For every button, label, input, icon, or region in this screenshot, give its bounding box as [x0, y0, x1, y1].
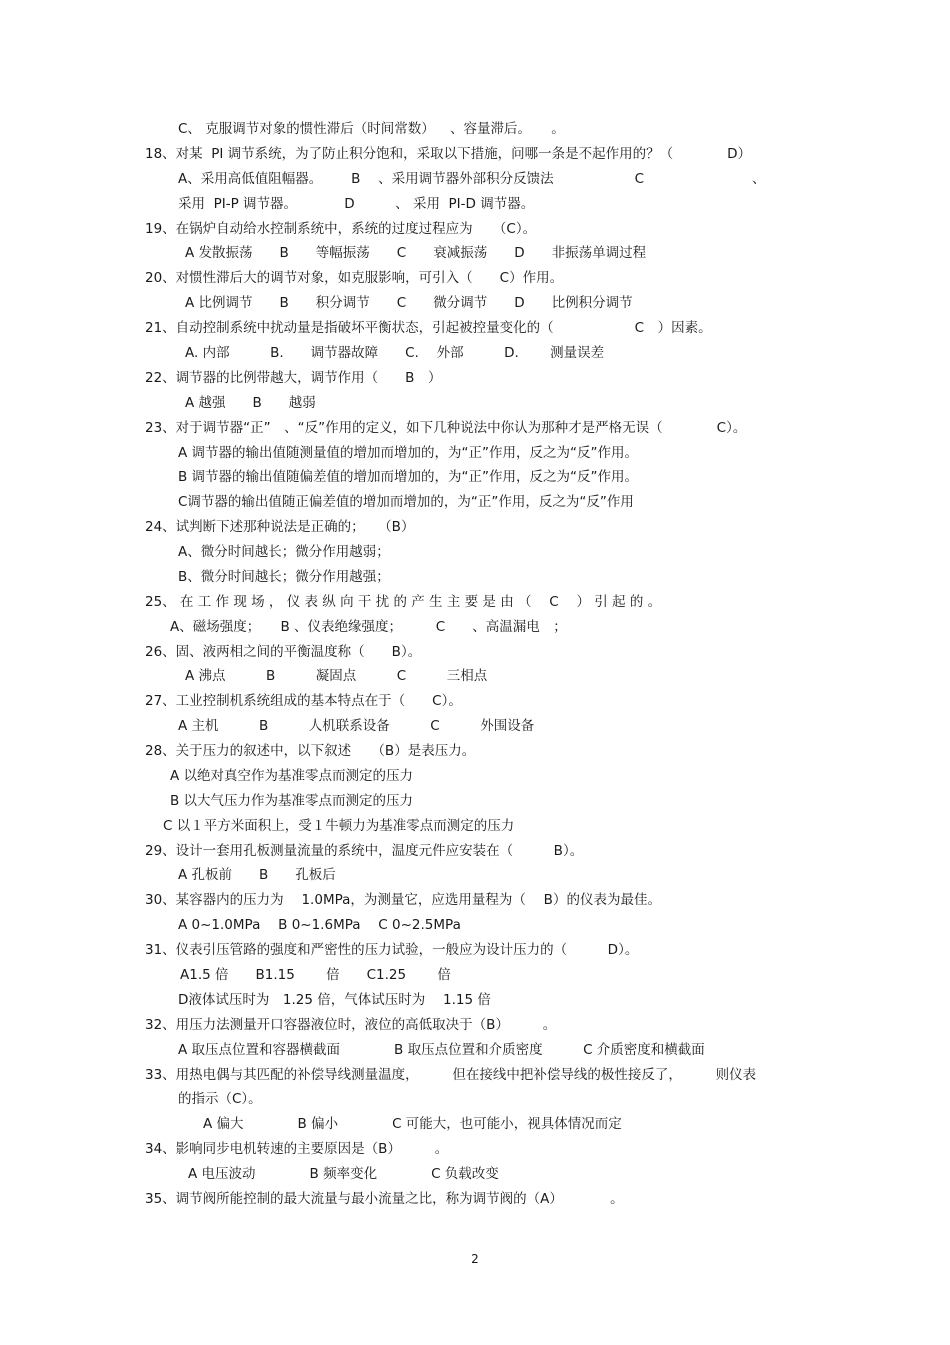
text-line: 24、试判断下述那种说法是正确的； （B） — [145, 519, 415, 535]
text-line: D液体试压时为 1.25 倍，气体试压时为 1.15 倍 — [178, 992, 491, 1008]
text-line: 22、调节器的比例带越大，调节作用（ B ） — [145, 370, 442, 386]
text-line: A 以绝对真空作为基准零点而测定的压力 — [170, 768, 414, 784]
text-line: 31、仪表引压管路的强度和严密性的压力试验，一般应为设计压力的（ D）。 — [145, 942, 639, 958]
text-line: 33、用热电偶与其匹配的补偿导线测量温度， 但在接线中把补偿导线的极性接反了， 则仪表 — [145, 1067, 757, 1083]
text-line: A、磁场强度； B 、仪表绝缘强度； C 、高温漏电 ； — [170, 619, 567, 635]
text-line: A 沸点 B 凝固点 C 三相点 — [185, 668, 488, 684]
text-line: 27、工业控制机系统组成的基本特点在于（ C）。 — [145, 693, 462, 709]
text-line: B、微分时间越长；微分作用越强； — [178, 569, 390, 585]
text-line: 34、影响同步电机转速的主要原因是（B） 。 — [145, 1141, 449, 1157]
text-line: A 孔板前 B 孔板后 — [178, 867, 336, 883]
text-line: B 调节器的输出值随偏差值的增加而增加的，为“正”作用，反之为“反”作用。 — [178, 469, 639, 485]
text-line: A 电压波动 B 频率变化 C 负载改变 — [188, 1166, 499, 1182]
text-line: A. 内部 B. 调节器故障 C. 外部 D. 测量误差 — [185, 345, 605, 361]
text-line: 的指示（C）。 — [178, 1091, 262, 1107]
text-line: C 以１平方米面积上，受１牛顿力为基准零点而测定的压力 — [163, 818, 515, 834]
text-line: 23、对于调节器“正” 、“反”作用的定义，如下几种说法中你认为那种才是严格无误（ C）。 — [145, 420, 747, 436]
text-line: 32、用压力法测量开口容器液位时，液位的高低取决于（B） 。 — [145, 1017, 557, 1033]
text-line: 25、 在 工 作 现 场 ， 仪 表 纵 向 干 扰 的 产 生 主 要 是 由 （ C ） 引 起 的 。 — [145, 594, 662, 610]
text-line: A1.5 倍 B1.15 倍 C1.25 倍 — [180, 967, 451, 983]
text-line: 19、在锅炉自动给水控制系统中，系统的过度过程应为 （C）。 — [145, 221, 537, 237]
text-line: 26、固、液两相之间的平衡温度称（ B）。 — [145, 644, 422, 660]
text-line: A、采用高低值阻幅器。 B 、采用调节器外部积分反馈法 C 、 — [178, 171, 766, 187]
text-line: C、 克服调节对象的惯性滞后（时间常数） 、容量滞后。 。 — [178, 121, 565, 137]
text-line: A 发散振荡 B 等幅振荡 C 衰减振荡 D 非振荡单调过程 — [185, 245, 647, 261]
text-line: A 取压点位置和容器横截面 B 取压点位置和介质密度 C 介质密度和横截面 — [178, 1042, 705, 1058]
text-line: A 越强 B 越弱 — [185, 395, 316, 411]
text-line: 21、自动控制系统中扰动量是指破坏平衡状态，引起被控量变化的（ C ）因素。 — [145, 320, 712, 336]
text-line: A、微分时间越长；微分作用越弱； — [178, 544, 390, 560]
text-line: 35、调节阀所能控制的最大流量与最小流量之比，称为调节阀的（A） 。 — [145, 1191, 624, 1207]
text-line: A 偏大 B 偏小 C 可能大，也可能小，视具体情况而定 — [203, 1116, 622, 1132]
page-number: 2 — [471, 1252, 479, 1266]
text-line: 30、某容器内的压力为 1.0MPa，为测量它，应选用量程为（ B）的仪表为最佳。 — [145, 892, 661, 908]
text-line: 29、设计一套用孔板测量流量的系统中，温度元件应安装在（ B）。 — [145, 843, 584, 859]
text-line: A 比例调节 B 积分调节 C 微分调节 D 比例积分调节 — [185, 295, 633, 311]
text-line: A 调节器的输出值随测量值的增加而增加的，为“正”作用，反之为“反”作用。 — [178, 445, 639, 461]
text-line: 18、对某 PI 调节系统，为了防止积分饱和，采取以下措施，问哪一条是不起作用的？（ D） — [145, 146, 752, 162]
text-line: 28、关于压力的叙述中，以下叙述 （B）是表压力。 — [145, 743, 476, 759]
text-line: 20、对惯性滞后大的调节对象，如克服影响，可引入（ C）作用。 — [145, 270, 564, 286]
text-line: A 0~1.0MPa B 0~1.6MPa C 0~2.5MPa — [178, 917, 461, 933]
text-line: B 以大气压力作为基准零点而测定的压力 — [170, 793, 414, 809]
text-line: C调节器的输出值随正偏差值的增加而增加的，为“正”作用，反之为“反”作用 — [178, 494, 634, 510]
text-line: 采用 PI-P 调节器。 D 、 采用 PI-D 调节器。 — [178, 196, 535, 212]
text-line: A 主机 B 人机联系设备 C 外围设备 — [178, 718, 535, 734]
